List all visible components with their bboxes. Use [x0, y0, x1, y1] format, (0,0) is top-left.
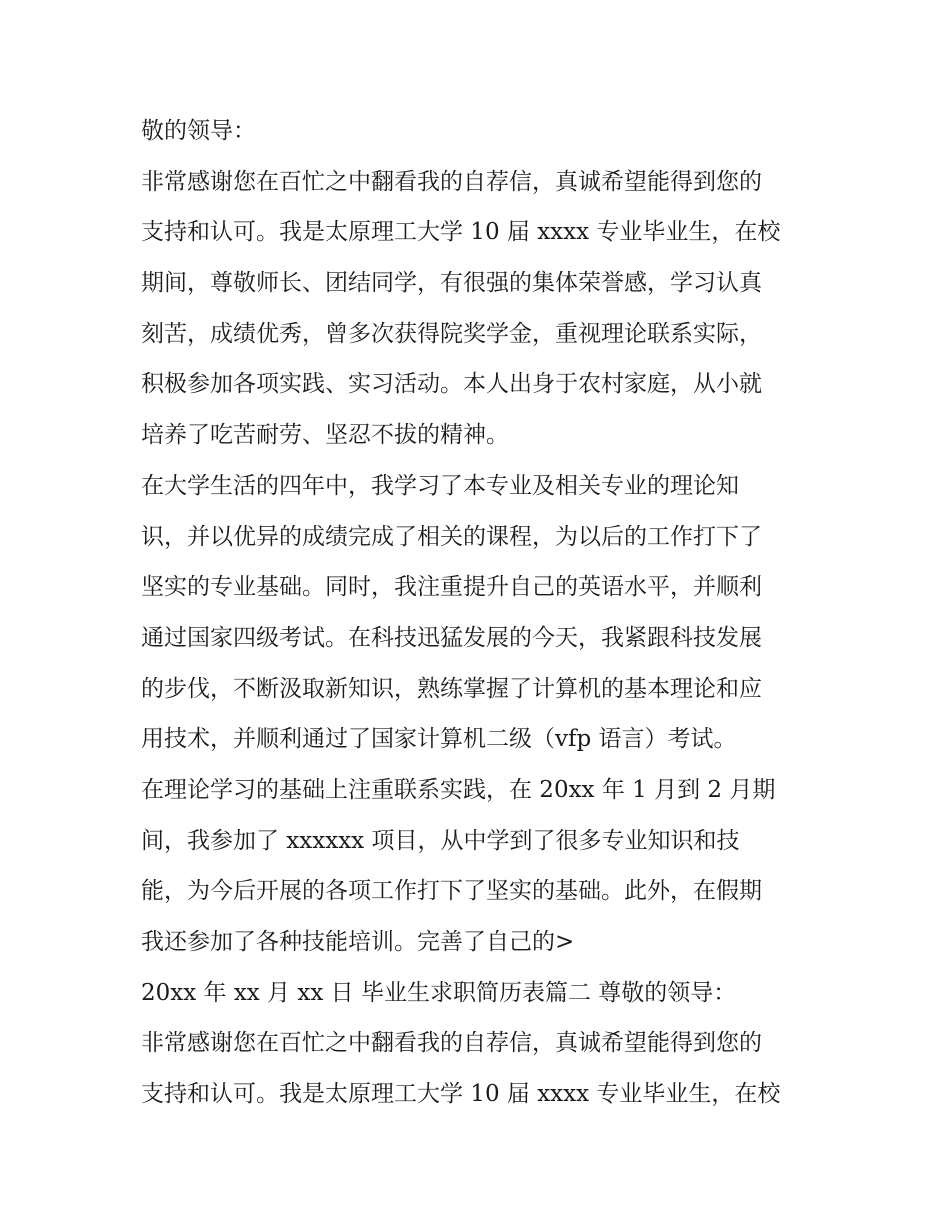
document-body: [141, 106, 821, 1120]
paragraph-line: 我还参加了各种技能培训。完善了自己的>: [141, 929, 575, 955]
paragraph-line: 期间，尊敬师长、团结同学，有很强的集体荣誉感，学习认真: [141, 270, 762, 297]
paragraph-line: 间，我参加了 xxxxxx 项目，从中学到了很多专业知识和技: [141, 827, 740, 854]
salutation: 敬的领导：: [141, 118, 256, 144]
paragraph-line: 支持和认可。我是太原理工大学 10 届 xxxx 专业毕业生，在校: [141, 1081, 781, 1108]
paragraph-line: 支持和认可。我是太原理工大学 10 届 xxxx 专业毕业生，在校: [141, 219, 781, 246]
paragraph-line: 识，并以优异的成绩完成了相关的课程，为以后的工作打下了: [141, 523, 762, 550]
paragraph-line: 培养了吃苦耐劳、坚忍不拔的精神。: [141, 422, 509, 449]
paragraph-line: 非常感谢您在百忙之中翻看我的自荐信，真诚希望能得到您的: [141, 168, 762, 195]
paragraph-line: 在大学生活的四年中，我学习了本专业及相关专业的理论知: [141, 472, 739, 499]
paragraph-line: 通过国家四级考试。在科技迅猛发展的今天，我紧跟科技发展: [141, 624, 762, 651]
paragraph-line: 在理论学习的基础上注重联系实践，在 20xx 年 1 月到 2 月期: [141, 776, 776, 803]
paragraph-line: 用技术，并顺利通过了国家计算机二级（vfp 语言）考试。: [141, 726, 737, 753]
paragraph-line: 的步伐，不断汲取新知识，熟练掌握了计算机的基本理论和应: [141, 675, 762, 702]
paragraph-line: 积极参加各项实践、实习活动。本人出身于农村家庭，从小就: [141, 371, 762, 398]
paragraph-line: 坚实的专业基础。同时，我注重提升自己的英语水平，并顺利: [141, 574, 762, 601]
paragraph-line: 非常感谢您在百忙之中翻看我的自荐信，真诚希望能得到您的: [141, 1030, 762, 1057]
section-heading-line: 20xx 年 xx 月 xx 日 毕业生求职简历表篇二 尊敬的领导：: [141, 979, 737, 1006]
paragraph-line: 刻苦，成绩优秀，曾多次获得院奖学金，重视理论联系实际，: [141, 320, 762, 347]
paragraph-line: 能，为今后开展的各项工作打下了坚实的基础。此外，在假期: [141, 878, 762, 905]
